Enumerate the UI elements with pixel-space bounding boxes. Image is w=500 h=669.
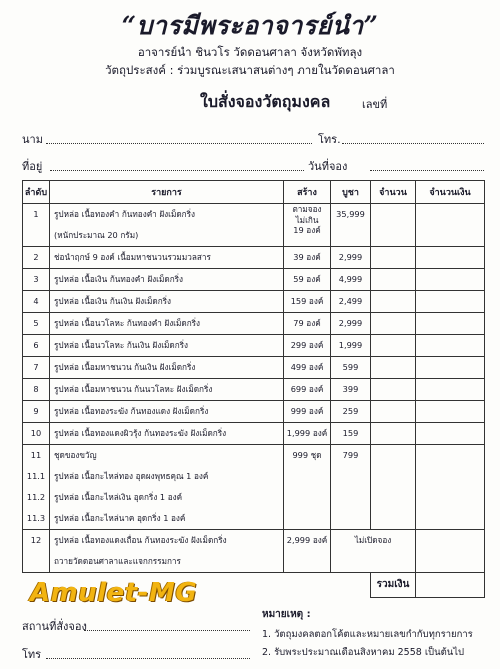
name-field[interactable] [46, 143, 312, 144]
table-row [23, 335, 485, 357]
price-value: 259 [342, 406, 359, 416]
row-number: 11 [30, 450, 42, 460]
qty-cell[interactable] [371, 291, 416, 313]
qty-cell[interactable] [371, 269, 416, 291]
sub-item-description: รูปหล่อ เนื้อกะไหล่ทอง อุดผงพุทธคุณ 1 องค์ [54, 471, 209, 481]
item-description: รูปหล่อ เนื้อทองคำ ก้นทองคำ ฝังเม็ดกริ่ง [54, 209, 196, 219]
price-value: 4,999 [338, 274, 363, 284]
phone-field[interactable] [342, 143, 484, 144]
sub-item-description: รูปหล่อ เนื้อกะไหล่นาค อุดกริ่ง 1 องค์ [54, 513, 186, 523]
issue-count: 999 ชุด [292, 450, 322, 460]
item-description: รูปหล่อ เนื้อมหาชนวน ก้นนวโลหะ ฝังเม็ดกริ่ง [54, 384, 213, 394]
address-field[interactable] [50, 170, 304, 171]
price-value: 399 [342, 384, 359, 394]
issue-count: 999 องค์ [290, 406, 324, 416]
qty-cell[interactable] [371, 401, 416, 423]
table-row [23, 379, 485, 401]
temple-title: “บารมีพระอาจารย์นำ” [121, 11, 379, 40]
item-description: รูปหล่อ เนื้อนวโลหะ ก้นเงิน ฝังเม็ดกริ่ง [54, 340, 189, 350]
qty-cell[interactable] [371, 247, 416, 269]
place-field[interactable] [84, 630, 250, 631]
amount-cell[interactable] [416, 313, 485, 335]
footer-phone-field[interactable] [46, 658, 250, 659]
issue-count: 699 องค์ [290, 384, 324, 394]
price-value: 2,999 [338, 318, 363, 328]
item-description: รูปหล่อ เนื้อทองระฆัง ก้นทองแดง ฝังเม็ดกริ่ง [54, 406, 209, 416]
header-item: รายการ [50, 181, 284, 204]
row-number: 7 [33, 362, 39, 372]
item-description: รูปหล่อ เนื้อนวโลหะ ก้นทองคำ ฝังเม็ดกริ่ง [54, 318, 201, 328]
date-field[interactable] [370, 170, 484, 171]
row-number: 2 [33, 252, 39, 262]
price-value: ไม่เปิดจอง [354, 535, 392, 545]
price-value: 159 [342, 428, 359, 438]
header-issue: สร้าง [284, 181, 331, 204]
amount-cell[interactable] [416, 204, 485, 247]
table-row [23, 313, 485, 335]
amulet-mg-logo: Amulet-MG [30, 578, 198, 608]
order-table [22, 180, 485, 598]
monk-line: อาจารย์นำ ชินวโร วัดดอนศาลา จังหวัดพัทลุง [137, 45, 363, 59]
item-description: รูปหล่อ เนื้อทองแดงผิวรุ้ง ก้นทองระฆัง ฝังเม็ดกริ่ง [54, 428, 227, 438]
amount-cell[interactable] [416, 291, 485, 313]
form-title: ใบสั่งจองวัตถุมงคล [200, 92, 331, 111]
sub-row-number: 11.3 [26, 513, 46, 523]
amount-cell[interactable] [416, 247, 485, 269]
amount-cell[interactable] [416, 401, 485, 423]
issue-count: 159 องค์ [290, 296, 324, 306]
qty-cell[interactable] [371, 379, 416, 401]
row-number: 5 [33, 318, 39, 328]
address-label: ที่อยู่ [22, 160, 43, 173]
row-number: 8 [33, 384, 39, 394]
qty-cell[interactable] [371, 445, 416, 530]
amount-cell[interactable] [416, 269, 485, 291]
issue-count: 39 องค์ [293, 252, 321, 262]
phone-label: โทร. [318, 133, 341, 146]
price-value: 1,999 [338, 340, 363, 350]
header-qty: จำนวน [371, 181, 416, 204]
issue-count: 2,999 องค์ [286, 535, 328, 545]
row-number: 3 [33, 274, 39, 284]
row-number: 9 [33, 406, 39, 416]
price-value: 35,999 [336, 209, 365, 219]
table-row [23, 269, 485, 291]
name-label: นาม [22, 133, 43, 146]
qty-cell[interactable] [371, 335, 416, 357]
item-description: ชุดของขวัญ [54, 450, 97, 460]
table-row [23, 401, 485, 423]
price-value: 599 [342, 362, 359, 372]
total-amount-cell[interactable] [416, 573, 485, 598]
amount-cell[interactable] [416, 357, 485, 379]
issue-count: 19 องค์ [293, 225, 321, 235]
footer-phone-label: โทร [22, 648, 42, 661]
item-description: รูปหล่อ เนื้อทองแดงเถื่อน ก้นทองระฆัง ฝังเม็ดกริ่ง [54, 535, 227, 545]
issue-count: 499 องค์ [290, 362, 324, 372]
price-value: 2,999 [338, 252, 363, 262]
date-label: วันที่จอง [308, 160, 348, 173]
item-description: ช่อนำฤกษ์ 9 องค์ เนื้อมหาชนวนรวมมวลสาร [54, 252, 211, 262]
issue-count: ตามจอง [292, 204, 322, 214]
table-row [23, 247, 485, 269]
item-description: รูปหล่อ เนื้อเงิน ก้นทองคำ ฝังเม็ดกริ่ง [54, 274, 184, 284]
table-row [23, 357, 485, 379]
note-2: 2. รับพระประมาณเดือนสิงหาคม 2558 เป็นต้นไป [262, 647, 465, 658]
qty-cell[interactable] [371, 313, 416, 335]
issue-count: 59 องค์ [293, 274, 321, 284]
issue-count: 1,999 องค์ [286, 428, 328, 438]
amount-cell[interactable] [416, 423, 485, 445]
issue-count: 299 องค์ [290, 340, 324, 350]
header-amount: จำนวนเงิน [416, 181, 485, 204]
qty-cell[interactable] [371, 204, 416, 247]
issue-count: 79 องค์ [293, 318, 321, 328]
item-description: รูปหล่อ เนื้อมหาชนวน ก้นเงิน ฝังเม็ดกริ่ง [54, 362, 196, 372]
amount-cell[interactable] [416, 445, 485, 530]
item-note: ถวายวัดดอนศาลาและแจกกรรมการ [54, 556, 181, 566]
amount-cell[interactable] [416, 335, 485, 357]
row-number: 10 [30, 428, 42, 438]
item-description: รูปหล่อ เนื้อเงิน ก้นเงิน ฝังเม็ดกริ่ง [54, 296, 172, 306]
sub-row-number: 11.1 [26, 471, 46, 481]
table-row [23, 530, 485, 573]
row-number: 4 [33, 296, 39, 306]
note-1: 1. วัตถุมงคลตอกโค้ตและหมายเลขกำกับทุกรายการ [262, 629, 473, 640]
item-note: (หนักประมาณ 20 กรัม) [54, 230, 139, 240]
header-no: ลำดับ [23, 181, 50, 204]
sub-item-description: รูปหล่อ เนื้อกะไหล่เงิน อุดกริ่ง 1 องค์ [54, 492, 183, 502]
table-row [23, 423, 485, 445]
row-number: 1 [33, 209, 39, 219]
table-row [23, 445, 485, 530]
sub-row-number: 11.2 [26, 492, 46, 502]
amount-cell[interactable] [416, 530, 485, 573]
header-price: บูชา [331, 181, 371, 204]
price-value: 2,499 [338, 296, 363, 306]
qty-cell[interactable] [371, 357, 416, 379]
table-row [23, 204, 485, 247]
table-row [23, 291, 485, 313]
qty-cell[interactable] [371, 423, 416, 445]
row-number: 6 [33, 340, 39, 350]
place-label: สถานที่สั่งจอง [22, 620, 87, 633]
issue-count: ไม่เกิน [295, 214, 319, 225]
form-number-label: เลขที่ [362, 98, 388, 111]
note-title: หมายเหตุ : [262, 609, 311, 620]
price-value: 799 [342, 450, 359, 460]
purpose-line: วัตถุประสงค์ : ร่วมบูรณะเสนาสนต่างๆ ภายในวัดดอนศาลา [105, 63, 395, 77]
total-label: รวมเงิน [371, 573, 416, 598]
amount-cell[interactable] [416, 379, 485, 401]
row-number: 12 [30, 535, 42, 545]
